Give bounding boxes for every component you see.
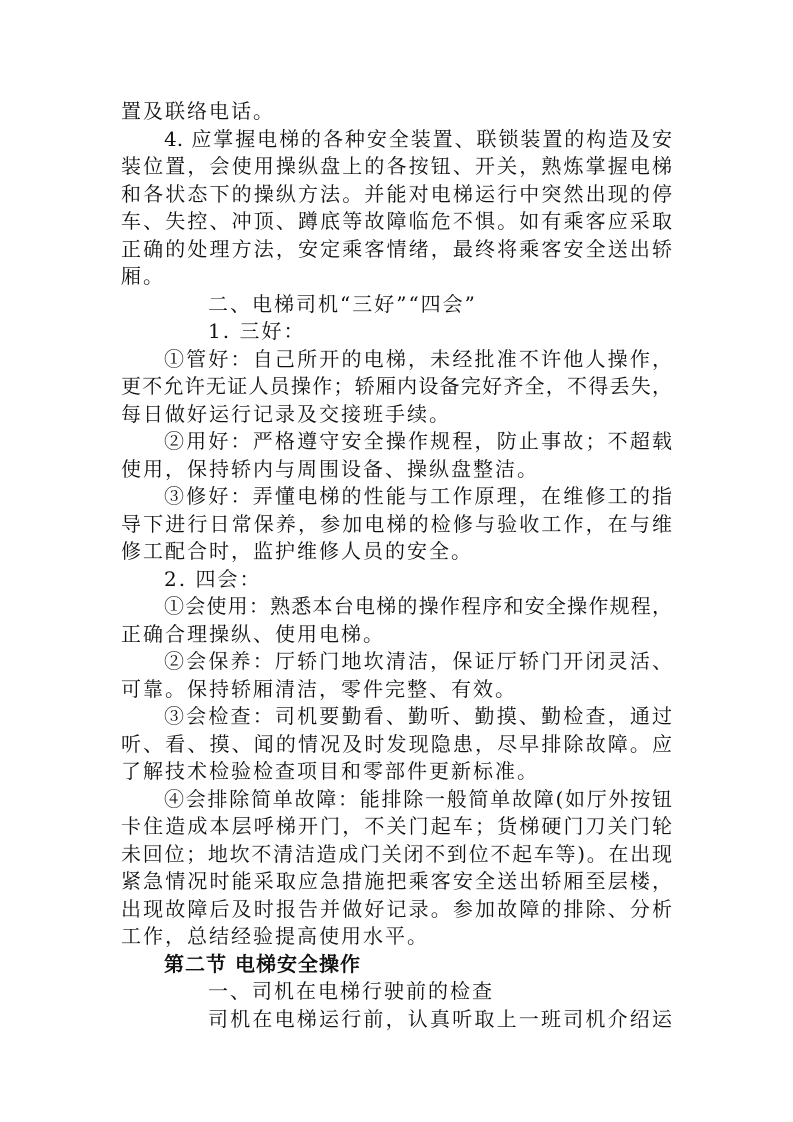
list-item-4: 4. 应掌握电梯的各种安全装置、联锁装置的构造及安 — [164, 127, 672, 151]
list-item: ②用好：严格遵守安全操作规程，防止事故；不超载 — [164, 429, 672, 453]
body-text-line: 导下进行日常保养，参加电梯的检修与验收工作，在与维 — [121, 512, 672, 536]
subsection-heading: 1. 三好： — [208, 319, 306, 343]
body-text-line: 装位置，会使用操纵盘上的各按钮、开关，熟炼掌握电梯 — [121, 154, 672, 178]
body-text-line: 了解技术检验检查项目和零部件更新标准。 — [121, 759, 539, 783]
body-text-line: 车、失控、冲顶、蹲底等故障临危不惧。如有乘客应采取 — [121, 209, 672, 233]
body-text-line: 紧急情况时能采取应急措施把乘客安全送出轿厢至层楼， — [121, 869, 672, 893]
body-text-line: 厢。 — [121, 264, 165, 288]
list-item: ①管好：自己所开的电梯，未经批准不许他人操作， — [164, 347, 672, 371]
body-text-line: 正确合理操纵、使用电梯。 — [121, 622, 385, 646]
body-text-line: 司机在电梯运行前，认真听取上一班司机介绍运 — [208, 1007, 672, 1031]
list-item: ①会使用：熟悉本台电梯的操作程序和安全操作规程， — [164, 594, 672, 618]
body-text-line: 可靠。保持轿厢清洁，零件完整、有效。 — [121, 677, 517, 701]
body-text-line: 出现故障后及时报告并做好记录。参加故障的排除、分析 — [121, 897, 672, 921]
section-heading: 二、电梯司机“三好”“四会” — [208, 292, 477, 316]
body-text-line: 每日做好运行记录及交接班手续。 — [121, 402, 451, 426]
body-text-line: 卡住造成本层呼梯开门，不关门起车；货梯硬门刀关门轮 — [121, 814, 672, 838]
body-text-line: 使用，保持轿内与周围设备、操纵盘整洁。 — [121, 457, 539, 481]
body-text-line: 正确的处理方法，安定乘客情绪，最终将乘客安全送出轿 — [121, 237, 672, 261]
subsection-heading: 2. 四会： — [164, 567, 262, 591]
body-text-line: 更不允许无证人员操作；轿厢内设备完好齐全，不得丢失， — [121, 374, 672, 398]
body-text-line: 听、看、摸、闻的情况及时发现隐患，尽早排除故障。应 — [121, 732, 672, 756]
section-heading: 一、司机在电梯行驶前的检查 — [208, 979, 494, 1003]
body-text-line: 修工配合时，监护维修人员的安全。 — [121, 539, 473, 563]
body-text-line: 工作，总结经验提高使用水平。 — [121, 924, 429, 948]
body-text-line: 未回位；地坎不清洁造成门关闭不到位不起车等)。在出现 — [121, 842, 672, 866]
list-item: ③会检查：司机要勤看、勤听、勤摸、勤检查，通过 — [164, 704, 672, 728]
list-item: ②会保养：厅轿门地坎清洁，保证厅轿门开闭灵活、 — [164, 649, 672, 673]
chapter-section-title: 第二节 电梯安全操作 — [164, 952, 361, 976]
list-item: ④会排除简单故障：能排除一般简单故障(如厅外按钮 — [164, 787, 672, 811]
list-item: ③修好：弄懂电梯的性能与工作原理，在维修工的指 — [164, 484, 672, 508]
body-text-line: 和各状态下的操纵方法。并能对电梯运行中突然出现的停 — [121, 182, 672, 206]
body-text-line: 置及联络电话。 — [121, 99, 275, 123]
